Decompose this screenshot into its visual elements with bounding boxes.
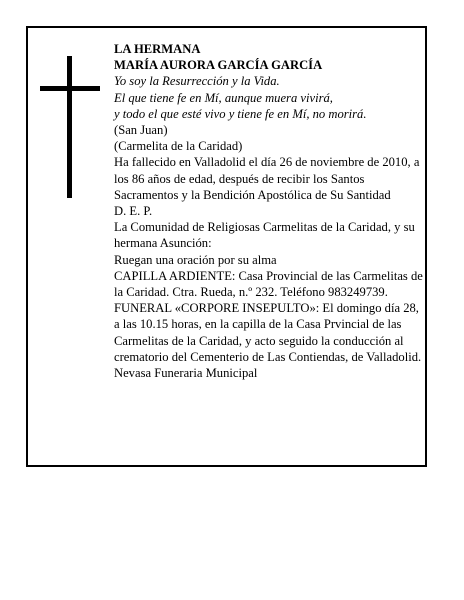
notice-heading: LA HERMANA	[114, 42, 201, 56]
funeral-home: Nevasa Funeraria Municipal	[114, 366, 258, 381]
quote-line-3: y todo el que esté vivo y tiene fe en Mí, no morirá.	[114, 106, 367, 121]
prayer-request: Ruegan una oración por su alma	[114, 252, 277, 267]
deceased-name: MARÍA AURORA GARCÍA GARCÍA	[114, 58, 323, 73]
family-mourners: La Comunidad de Religiosas Carmelitas de la Caridad, y su hermana Asunción:	[114, 220, 415, 251]
cross-vertical-bar	[67, 56, 72, 198]
rest-in-peace: D. E. P.	[114, 204, 153, 219]
death-details: Ha fallecido en Valladolid el día 26 de noviembre de 2010, a los 86 años de edad, después de recibir los Santos Sacramentos y la Bendición Apostólica de Su Santidad	[114, 155, 420, 202]
obituary-notice	[26, 26, 427, 467]
notice-text	[114, 41, 426, 381]
quote-line-2: El que tiene fe en Mí, aunque muera vivirá,	[114, 90, 333, 105]
cross-horizontal-bar	[40, 86, 100, 91]
religious-order: (Carmelita de la Caridad)	[114, 139, 243, 154]
quote-line-1: Yo soy la Resurrección y la Vida.	[114, 74, 280, 89]
funeral-info: FUNERAL «CORPORE INSEPULTO»: El domingo día 28, a las 10.15 horas, en la capilla de la Casa Prvincial de las Carmelitas de la Caridad, y acto seguido la conducción al crematorio del Cementerio de Las Contiendas, de Valladolid.	[114, 301, 422, 364]
quote-source: (San Juan)	[114, 123, 168, 138]
cross-icon	[40, 56, 100, 198]
chapel-info: CAPILLA ARDIENTE: Casa Provincial de las Carmelitas de la Caridad. Ctra. Rueda, n.º 232. Teléfono 983249739.	[114, 268, 423, 300]
